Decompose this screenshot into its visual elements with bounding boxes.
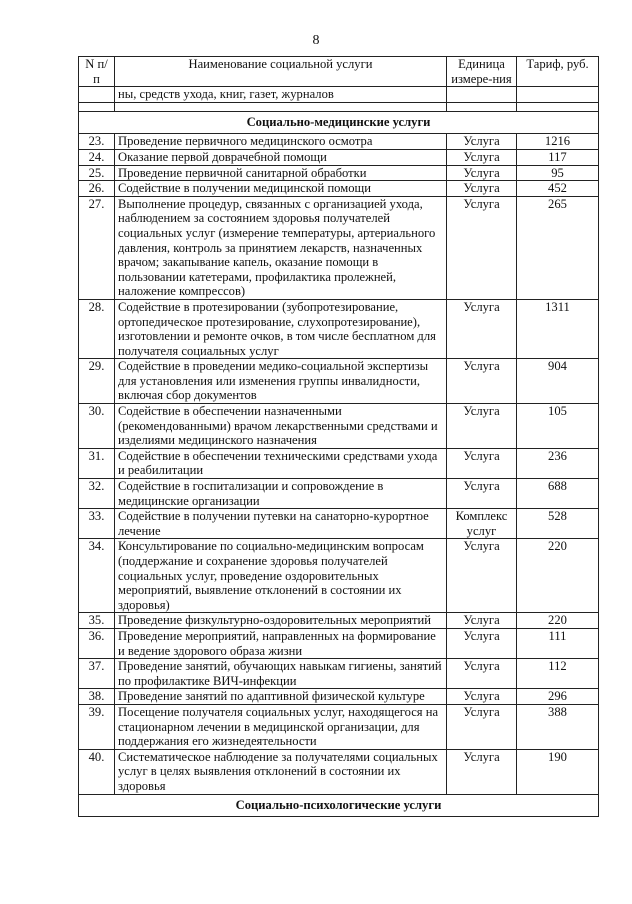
service-name: Содействие в получении путевки на санаторно-курортное лечение	[115, 509, 447, 539]
spacer-row	[79, 102, 599, 111]
table-row	[79, 134, 599, 150]
service-unit: Услуга	[447, 479, 517, 509]
service-tariff: 388	[517, 704, 599, 749]
service-tariff: 265	[517, 196, 599, 299]
table-row	[79, 539, 599, 613]
service-tariff: 452	[517, 181, 599, 197]
service-unit: Услуга	[447, 749, 517, 794]
table-row	[79, 181, 599, 197]
service-unit: Услуга	[447, 628, 517, 658]
service-tariff: 220	[517, 539, 599, 613]
row-number: 29.	[79, 359, 115, 404]
service-tariff: 1311	[517, 299, 599, 358]
service-name: Проведение первичного медицинского осмотра	[115, 134, 447, 150]
service-tariff: 688	[517, 479, 599, 509]
table-header-row	[79, 57, 599, 87]
table-row	[79, 628, 599, 658]
row-number: 31.	[79, 448, 115, 478]
row-number: 32.	[79, 479, 115, 509]
continuation-text: ны, средств ухода, книг, газет, журналов	[115, 87, 447, 103]
row-number: 33.	[79, 509, 115, 539]
service-tariff: 105	[517, 404, 599, 449]
table-row	[79, 165, 599, 181]
service-name: Систематическое наблюдение за получателями социальных услуг в целях выявления отклонений в состоянии их здоровья	[115, 749, 447, 794]
service-tariff: 111	[517, 628, 599, 658]
header-name: Наименование социальной услуги	[115, 57, 447, 87]
service-unit: Услуга	[447, 659, 517, 689]
service-name: Оказание первой доврачебной помощи	[115, 149, 447, 165]
row-number: 39.	[79, 704, 115, 749]
service-tariff: 220	[517, 613, 599, 629]
row-number: 24.	[79, 149, 115, 165]
section-title: Социально-медицинские услуги	[79, 111, 599, 134]
service-unit: Услуга	[447, 613, 517, 629]
service-name: Содействие в госпитализации и сопровождение в медицинские организации	[115, 479, 447, 509]
table-row	[79, 196, 599, 299]
row-number: 37.	[79, 659, 115, 689]
row-number: 28.	[79, 299, 115, 358]
row-number: 26.	[79, 181, 115, 197]
row-number: 38.	[79, 689, 115, 705]
service-name: Проведение физкультурно-оздоровительных мероприятий	[115, 613, 447, 629]
service-name: Содействие в получении медицинской помощи	[115, 181, 447, 197]
service-name: Консультирование по социально-медицинским вопросам (поддержание и сохранение здоровья получателей социальных услуг, проведение оздоровительных мероприятий, выявление отклонений в состоянии их здоровья)	[115, 539, 447, 613]
service-name: Проведение занятий, обучающих навыкам гигиены, занятий по профилактике ВИЧ-инфекции	[115, 659, 447, 689]
table-row	[79, 359, 599, 404]
row-number: 34.	[79, 539, 115, 613]
row-number: 30.	[79, 404, 115, 449]
service-name: Посещение получателя социальных услуг, находящегося на стационарном лечении в медицинской организации, для поддержания его жизнедеятельности	[115, 704, 447, 749]
page-number: 8	[312, 33, 320, 48]
service-name: Проведение занятий по адаптивной физической культуре	[115, 689, 447, 705]
service-unit: Услуга	[447, 134, 517, 150]
service-name: Выполнение процедур, связанных с организацией ухода, наблюдением за состоянием здоровья получателей социальных услуг (измерение температуры, артериального давления, контроль за принятием лекарств, назначенных врачом; закапывание капель, оказание помощи в пользовании катетерами, профилактика пролежней, наложение компрессов)	[115, 196, 447, 299]
row-number: 23.	[79, 134, 115, 150]
service-unit: Услуга	[447, 165, 517, 181]
table-row	[79, 613, 599, 629]
service-name: Содействие в обеспечении назначенными (рекомендованными) врачом лекарственными средствами и изделиями медицинского назначения	[115, 404, 447, 449]
service-tariff: 236	[517, 448, 599, 478]
service-tariff: 95	[517, 165, 599, 181]
row-number: 36.	[79, 628, 115, 658]
section-title: Социально-психологические услуги	[79, 794, 599, 817]
service-unit: Услуга	[447, 704, 517, 749]
service-tariff: 904	[517, 359, 599, 404]
header-tariff: Тариф, руб.	[517, 57, 599, 87]
service-unit: Услуга	[447, 181, 517, 197]
service-unit: Услуга	[447, 149, 517, 165]
table-row	[79, 479, 599, 509]
service-unit: Услуга	[447, 299, 517, 358]
table-row	[79, 404, 599, 449]
table-row	[79, 299, 599, 358]
tariff-table	[78, 56, 599, 817]
table-row	[79, 659, 599, 689]
service-tariff: 112	[517, 659, 599, 689]
service-unit: Услуга	[447, 448, 517, 478]
header-unit: Единица измере-ния	[447, 57, 517, 87]
service-unit: Услуга	[447, 689, 517, 705]
table-row	[79, 749, 599, 794]
section-header-row	[79, 111, 599, 134]
row-number: 25.	[79, 165, 115, 181]
service-tariff: 190	[517, 749, 599, 794]
service-name: Содействие в проведении медико-социальной экспертизы для установления или изменения группы инвалидности, включая сбор документов	[115, 359, 447, 404]
service-unit: Комплекс услуг	[447, 509, 517, 539]
service-name: Содействие в обеспечении техническими средствами ухода и реабилитации	[115, 448, 447, 478]
table-row	[79, 509, 599, 539]
service-unit: Услуга	[447, 404, 517, 449]
service-name: Проведение первичной санитарной обработки	[115, 165, 447, 181]
service-name: Проведение мероприятий, направленных на формирование и ведение здорового образа жизни	[115, 628, 447, 658]
service-tariff: 117	[517, 149, 599, 165]
row-number: 35.	[79, 613, 115, 629]
row-number: 40.	[79, 749, 115, 794]
table-row	[79, 704, 599, 749]
table-row	[79, 149, 599, 165]
service-name: Содействие в протезировании (зубопротезирование, ортопедическое протезирование, слухопротезирование), изготовлении и ремонте очков, в том числе бесплатном для получателя социальных услуг	[115, 299, 447, 358]
service-tariff: 296	[517, 689, 599, 705]
service-tariff: 1216	[517, 134, 599, 150]
service-unit: Услуга	[447, 539, 517, 613]
continuation-row	[79, 87, 599, 103]
header-num: N п/п	[79, 57, 115, 87]
service-unit: Услуга	[447, 196, 517, 299]
table-row	[79, 448, 599, 478]
service-unit: Услуга	[447, 359, 517, 404]
table-row	[79, 689, 599, 705]
service-tariff: 528	[517, 509, 599, 539]
section-header-row	[79, 794, 599, 817]
row-number: 27.	[79, 196, 115, 299]
